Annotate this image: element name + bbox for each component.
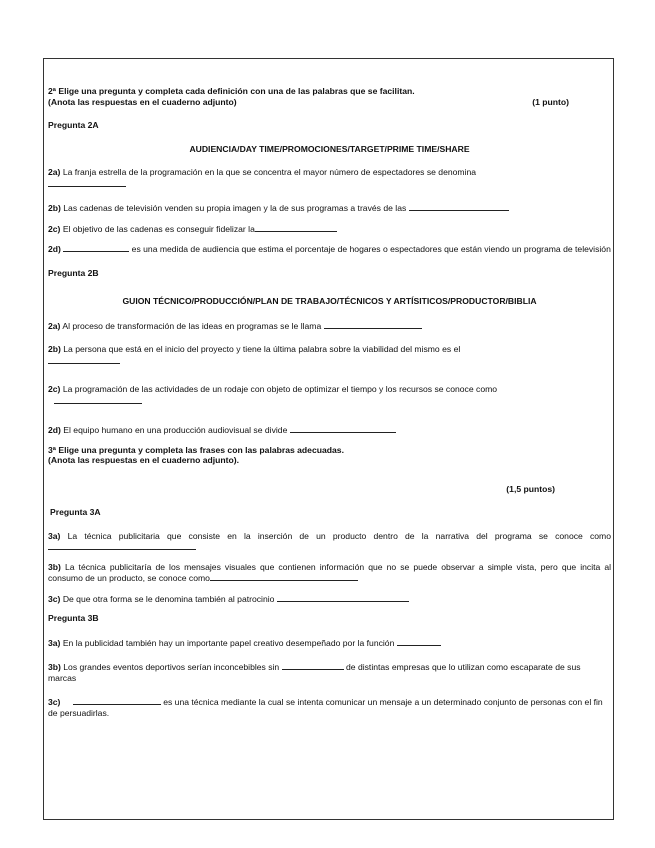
q2b-item-d: 2d) El equipo humano en una producción audiovisual se divide <box>48 424 611 436</box>
answer-blank[interactable] <box>63 243 129 252</box>
q2a-word-list: AUDIENCIA/DAY TIME/PROMOCIONES/TARGET/PRIME TIME/SHARE <box>189 143 470 154</box>
q3a-item-c: 3c) De que otra forma se le denomina también al patrocinio <box>48 593 611 605</box>
exam-content <box>48 86 611 718</box>
answer-blank[interactable] <box>48 355 120 364</box>
answer-blank[interactable] <box>324 320 422 329</box>
q2a-item-a: 2a) La franja estrella de la programación en la que se concentra el mayor número de espectadores se denomina <box>48 167 611 189</box>
answer-blank[interactable] <box>48 178 126 187</box>
answer-blank[interactable] <box>282 661 344 670</box>
q3b-item-c: 3c) es una técnica mediante la cual se intenta comunicar un mensaje a un determinado conjunto de personas con el fin de persuadirlas. <box>48 697 603 718</box>
q2b-word-list: GUION TÉCNICO/PRODUCCIÓN/PLAN DE TRABAJO/TÉCNICOS Y ARTÍSITICOS/PRODUCTOR/BIBLIA <box>122 296 537 306</box>
answer-blank[interactable] <box>48 541 196 550</box>
q2a-title: Pregunta 2A <box>48 120 99 130</box>
q3-header-line2: (Anota las respuestas en el cuaderno adjunto). <box>48 455 240 465</box>
q2a-item-b: 2b) Las cadenas de televisión venden su propia imagen y la de sus programas a través de las <box>48 202 611 214</box>
answer-blank[interactable] <box>54 395 142 404</box>
answer-blank[interactable] <box>255 223 337 232</box>
q3b-item-a: 3a) En la publicidad también hay un importante papel creativo desempeñado por la función <box>48 637 611 649</box>
q2b-item-c: 2c) La programación de las actividades de un rodaje con objeto de optimizar el tiempo y los recursos se conoce como <box>48 384 611 406</box>
q2a-item-d: 2d) es una medida de audiencia que estima el porcentaje de hogares o espectadores que están viendo un programa de televisión <box>48 244 611 254</box>
q2-header-line2: (Anota las respuestas en el cuaderno adjunto) <box>48 96 237 107</box>
answer-blank[interactable] <box>290 424 396 433</box>
q3-header-line1: 3ª Elige una pregunta y completa las frases con las palabras adecuadas. <box>48 444 344 455</box>
q3a-item-b: 3b) La técnica publicitaría de los mensajes visuales que contienen información que no se puede observar a simple vista, pero que incita al consumo de un producto, se conoce como <box>48 561 612 583</box>
q2a-item-c: 2c) El objetivo de las cadenas es conseguir fidelizar la <box>48 223 611 235</box>
answer-blank[interactable] <box>73 696 161 705</box>
q3-points: (1,5 puntos) <box>506 483 555 494</box>
q3-header <box>48 445 611 466</box>
q2-header <box>48 86 611 107</box>
q3a-title: Pregunta 3A <box>50 507 101 517</box>
q3a-item-a: 3a) La técnica publicitaria que consiste en la inserción de un producto dentro de la narrativa del programa se conoce como <box>48 531 611 553</box>
q2-header-line1: 2ª Elige una pregunta y completa cada definición con una de las palabras que se facilitan. <box>48 86 415 96</box>
q2-points: (1 punto) <box>532 96 569 107</box>
q3b-title: Pregunta 3B <box>48 613 99 623</box>
q2b-title: Pregunta 2B <box>48 267 99 278</box>
answer-blank[interactable] <box>210 572 358 581</box>
q3b-item-b: 3b) Los grandes eventos deportivos serían inconcebibles sin de distintas empresas que lo utilizan como escaparate de sus marcas <box>48 662 581 683</box>
q2b-item-b: 2b) La persona que está en el inicio del proyecto y tiene la última palabra sobre la viabilidad del mismo es el <box>48 344 611 366</box>
answer-blank[interactable] <box>397 637 441 646</box>
q2b-item-a: 2a) Al proceso de transformación de las ideas en programas se le llama <box>48 320 611 332</box>
answer-blank[interactable] <box>409 202 509 211</box>
answer-blank[interactable] <box>277 593 409 602</box>
